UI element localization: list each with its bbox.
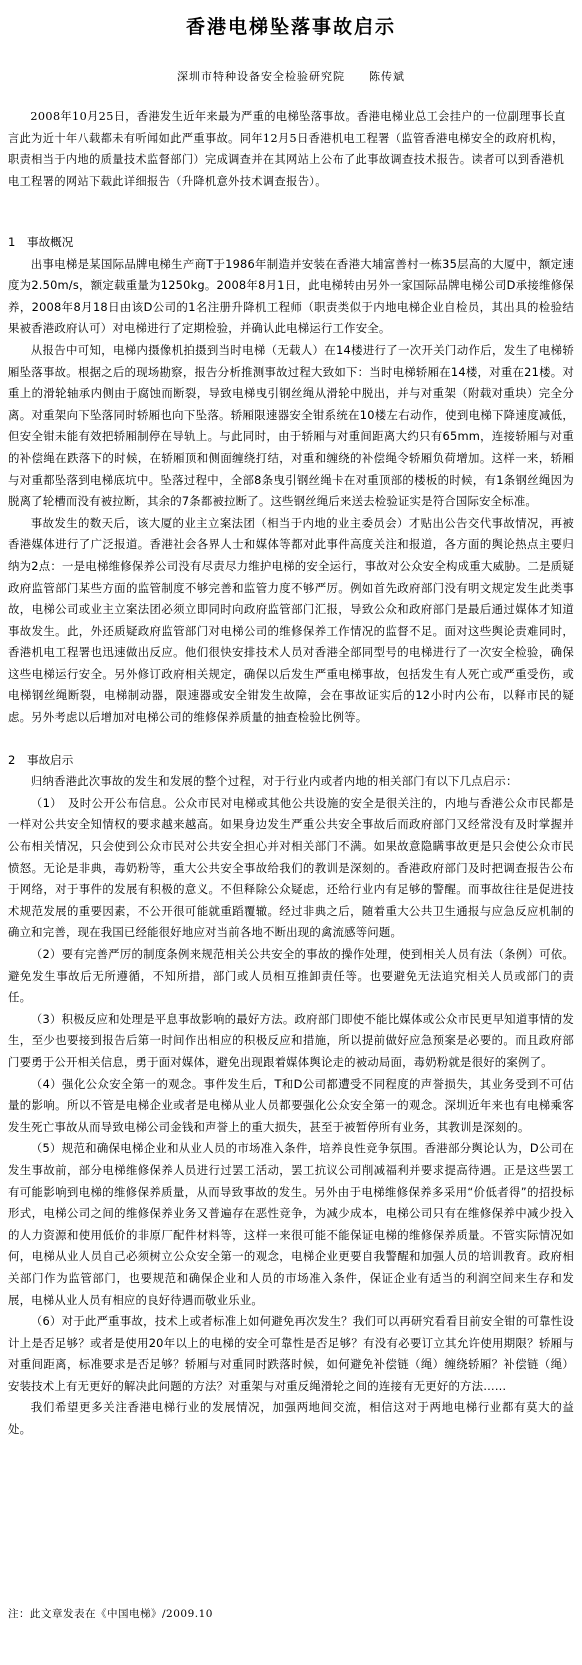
- section-1-heading: 1 事故概况: [8, 235, 74, 249]
- section-gap: [8, 729, 574, 750]
- document-body: [8, 232, 574, 1441]
- section-2-point: （1） 及时公开公布信息。公众市民对电梯或其他公共设施的安全是很关注的，内地与香港公众市民都是一样对公共安全知情权的要求越来越高。如果身边发生严重公共安全事故后而政府部门又经常没有及时掌握并公布相关情况，只会使到公众市民对公共安全担心并对相关部门不满。如果故意隐瞒事故更是只会使公众市民愤怒。无论是非典，毒奶粉等，重大公共安全事故给我们的教训是深刻的。香港政府部门及时把调查报告公布于网络，对于事件的发展有积极的意义。不但释除公众疑虑，还给行业内有足够的警醒。而事故往往是促进技术规范发展的重要因素，不公开很可能就重蹈覆辙。经过非典之后，随着重大公共卫生通报与应急反应机制的确立和完善，现在我国已经能很好地应对当前各地不断出现的禽流感等问题。: [8, 795, 574, 940]
- intro-paragraph: 2008年10月25日，香港发生近年来最为严重的电梯坠落事故。香港电梯业总工会挂户的一位副理事长直言此为近十年八载都未有听闻如此严重事故。同年12月5日香港机电工程署（监管香港电梯安全的政府机构，职责相当于内地的质量技术监督部门）完成调查并在其网站上公布了此事故调查技术报告。读者可以到香港机电工程署的网站下载此详细报告（升降机意外技术调查报告）。: [8, 110, 566, 188]
- author-line: 深圳市特种设备安全检验研究院 陈传斌: [177, 70, 405, 83]
- section-2-point: （6）对于此严重事故，技术上或者标准上如何避免再次发生？我们可以再研究看看目前安全钳的可靠性设计上是否足够？或者是使用20年以上的电梯的安全可靠性是否足够？有没有必要订立其允许使用期限？轿厢与对重间距离，标准要求是否足够？轿厢与对重同时跌落时候，如何避免补偿链（绳）缠绕轿厢？补偿链（绳）安装技术上有无更好的解决此问题的方法？对重架与对重反绳滑轮之间的连接有无更好的方法……: [8, 1314, 574, 1393]
- section-2-point: （4）强化公众安全第一的观念。事件发生后，T和D公司都遭受不同程度的声誉损失，其业务受到不可估量的影响。所以不管是电梯企业或者是电梯从业人员都要强化公众安全第一的观念。深圳近年来也有电梯乘客发生死亡事故从而导致电梯公司金钱和声誉上的重大损失，甚至于被暂停所有业务，其教训是深刻的。: [8, 1076, 574, 1134]
- section-1-paragraph: 从报告中可知，电梯内摄像机拍摄到当时电梯（无载人）在14楼进行了一次开关门动作后，发生了电梯轿厢坠落事故。根据之后的现场勘察，报告分析推测事故过程大致如下：当时电梯轿厢在14楼，对重在21楼。对重上的滑轮轴承内侧由于腐蚀而断裂，导致电梯曳引钢丝绳从滑轮中脱出，并与对重架（附载对重块）完全分离。对重架向下坠落同时轿厢也向下坠落。轿厢限速器安全钳系统在10楼左右动作，使到电梯下降速度减低，但安全钳未能有效把轿厢制停在导轨上。与此同时，由于轿厢与对重间距离大约只有65mm，连接轿厢与对重的补偿绳在跌落下的时候，在轿厢顶和侧面缠绕打结，对重和缠绕的补偿绳令轿厢负荷增加。这样一来，轿厢与对重都坠落到电梯底坑中。坠落过程中，全部8条曳引钢丝绳卡在对重顶部的楼板的时候，有1条钢丝绳因为脱离了轮槽而没有被拉断，其余的7条都被拉断了。这些钢丝绳后来送去检验证实是符合国际安全标准。: [8, 342, 574, 509]
- section-2-point: （3）积极反应和处理是平息事故影响的最好方法。政府部门即使不能比媒体或公众市民更早知道事情的发生，至少也要接到报告后第一时间作出相应的积极反应和措施，所以提前做好应急预案是必要的。而且政府部门要勇于公开相关信息，勇于面对媒体，避免出现跟着媒体舆论走的被动局面，毒奶粉就是很好的案例了。: [8, 1011, 574, 1069]
- document-title: 香港电梯坠落事故启示: [185, 16, 396, 38]
- footnote: 注：此文章发表在《中国电梯》/2009.10: [8, 1608, 213, 1620]
- section-1-paragraph: 事故发生的数天后，该大厦的业主立案法团（相当于内地的业主委员会）才贴出公告交代事故情况，再被香港媒体进行了广泛报道。香港社会各界人士和媒体等都对此事件高度关注和报道，各方面的舆论热点主要归纳为2点：一是电梯维修保养公司没有尽责尽力维护电梯的安全运行，事故对公众安全构成重大威胁。二是质疑政府监管部门某些方面的监管制度不够完善和监管力度不够严厉。例如首先政府部门没有明文规定发生此类事故，电梯公司或业主立案法团必须立即同时向政府监管部门汇报，导致公众和政府部门是最后通过媒体才知道事故发生。此，外还质疑政府监管部门对电梯公司的维修保养工作情况的监督不足。面对这些舆论责难同时，香港机电工程署也迅速做出反应。他们很快安排技术人员对香港全部同型号的电梯进行了一次安全检验，确保这些电梯运行安全。另外修订政府相关规定，确保以后发生严重电梯事故，包括发生有人死亡或严重受伤，或电梯钢丝绳断裂，电梯制动器，限速器或安全钳发生故障，会在事故证实后的12小时内公布，以释市民的疑虑。另外考虑以后增加对电梯公司的维修保养质量的抽查检验比例等。: [8, 515, 574, 725]
- closing-paragraph: 我们希望更多关注香港电梯行业的发展情况，加强两地间交流，相信这对于两地电梯行业都有莫大的益处。: [8, 1400, 574, 1437]
- section-2-point: （5）规范和确保电梯企业和从业人员的市场准入条件，培养良性竞争氛围。香港部分舆论认为，D公司在发生事故前，部分电梯维修保养人员进行过罢工活动，罢工抗议公司削减福利并要求提高待遇。正是这些罢工有可能影响到电梯的维修保养质量，从而导致事故的发生。另外由于电梯维修保养多采用“价低者得”的招投标形式，电梯公司之间的维修保养业务又普遍存在恶性竞争，为减少成本，电梯公司只有在维修保养中减少投入的人力资源和使用低价的非原厂配件材料等，这样一来很可能不能保证电梯的维修保养质量。不管实际情况如何，电梯从业人员自己必须树立公众安全第一的观念，电梯企业更要自我警醒和加强人员的培训教育。政府相关部门作为监管部门，也要规范和确保企业和人员的市场准入条件，保证企业有适当的利润空间来生存和发展，电梯从业人员有相应的良好待遇而敬业乐业。: [8, 1141, 574, 1307]
- section-2-intro: 归纳香港此次事故的发生和发展的整个过程，对于行业内或者内地的相关部门有以下几点启示：: [30, 774, 518, 789]
- section-2-heading: 2 事故启示: [8, 752, 74, 767]
- section-1-paragraph: 出事电梯是某国际品牌电梯生产商T于1986年制造并安装在香港大埔富善村一栋35层高的大厦中，额定速度为2.50m/s，额定载重量为1250kg。2008年8月1日，此电梯转由另外一家国际品牌电梯公司D承接维修保养，2008年8月18日由该D公司的1名注册升降机工程师（职责类似于内地电梯企业自检员，其出具的检验结果被香港政府认可）对电梯进行了定期检验，并确认此电梯运行工作安全。: [8, 256, 574, 336]
- section-2-point: （2）要有完善严厉的制度条例来规范相关公共安全的事故的操作处理，使到相关人员有法（条例）可依。避免发生事故后无所遵循，不知所措，部门或人员相互推卸责任等。也要避免无法追究相关人员或部门的责任。: [8, 947, 574, 1005]
